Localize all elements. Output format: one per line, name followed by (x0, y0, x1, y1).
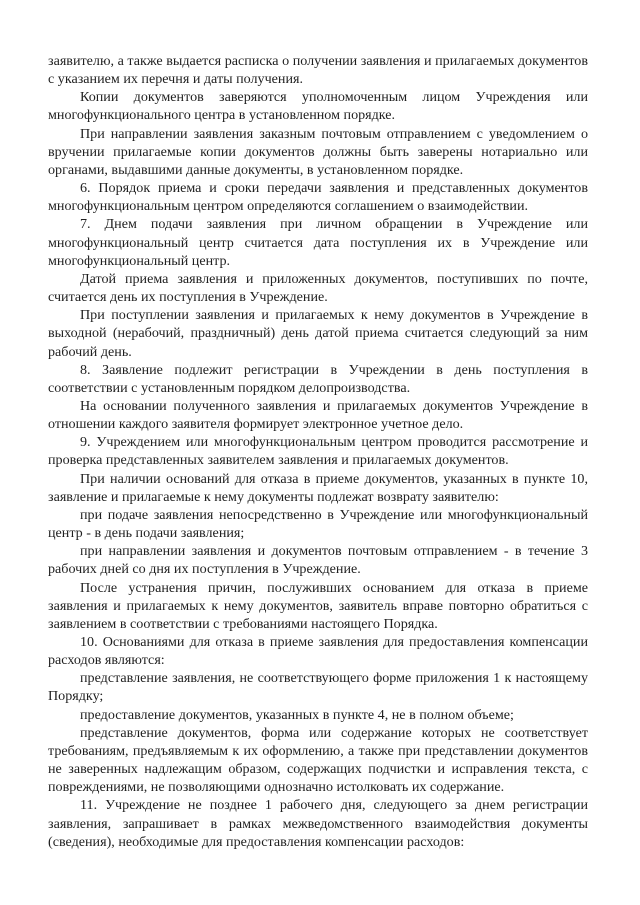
paragraph-refusal-incomplete: предоставление документов, указанных в пункте 4, не в полном объеме; (80, 706, 514, 723)
paragraph-refusal-return: При наличии оснований для отказа в приеме документов, указанных в пункте 10, заявление и прилагаемые к нему документы подлежат возврату заявителю: (48, 470, 588, 505)
paragraph-mail-date: Датой приема заявления и приложенных документов, поступивших по почте, считается день их поступления в Учреждение. (48, 270, 588, 306)
paragraph-copies-certification: Копии документов заверяются уполномоченным лицом Учреждения или многофункционального центра в установленном порядке. (48, 89, 588, 124)
document-page (48, 52, 588, 851)
paragraph-direct-submission: при подаче заявления непосредственно в Учреждение или многофункциональный центр - в день подачи заявления; (48, 506, 588, 542)
paragraph-refusal-form: представление заявления, не соответствующего форме приложения 1 к настоящему Порядку; (48, 670, 588, 705)
paragraph-item-6: 6. Порядок приема и сроки передачи заявления и представленных документов многофункциональным центром определяются соглашением о взаимодействии. (48, 180, 588, 215)
paragraph-item-9: 9. Учреждением или многофункциональным центром проводится рассмотрение и проверка представленных заявителем заявления и прилагаемых документов. (48, 434, 588, 469)
paragraph-item-11: 11. Учреждение не позднее 1 рабочего дня, следующего за днем регистрации заявления, запрашивает в рамках межведомственного взаимодействия документы (сведения), необходимые для предоставления компенсации расходов: (48, 797, 588, 850)
paragraph-mail-submission: При направлении заявления заказным почтовым отправлением с уведомлением о вручении прилагаемые копии документов должны быть заверены нотариально или органами, выдавшими данные документы, в установленном порядке. (48, 125, 588, 178)
paragraph-receipt-continuation: заявителю, а также выдается расписка о получении заявления и прилагаемых документов с указанием их перечня и даты получения. (48, 53, 588, 88)
paragraph-item-7: 7. Днем подачи заявления при личном обращении в Учреждение или многофункциональный центр считается дата поступления их в Учреждение или многофункциональный центр. (48, 216, 588, 269)
paragraph-holiday-date: При поступлении заявления и прилагаемых к нему документов в Учреждение в выходной (нерабочий, праздничный) день датой приема считается следующий за ним рабочий день. (48, 307, 588, 360)
paragraph-electronic-file: На основании полученного заявления и прилагаемых документов Учреждение в отношении каждого заявителя формирует электронное учетное дело. (48, 397, 588, 433)
paragraph-resubmission: После устранения причин, послуживших основанием для отказа в приеме заявления и прилагаемых к нему документов, заявитель вправе повторно обратиться с заявлением в соответствии с требованиями настоящего Порядка. (48, 579, 588, 632)
paragraph-item-10: 10. Основаниями для отказа в приеме заявления для предоставления компенсации расходов являются: (48, 634, 588, 669)
paragraph-postal-submission: при направлении заявления и документов почтовым отправлением - в течение 3 рабочих дней со дня их поступления в Учреждение. (48, 543, 588, 578)
paragraph-refusal-invalid-docs: представление документов, форма или содержание которых не соответствует требованиям, предъявляемым к их оформлению, а также при представлении документов не заверенных надлежащим образом, содержащих подчистки и исправления текста, с повреждениями, не позволяющими однозначно истолковать их содержание. (48, 724, 588, 796)
paragraph-item-8: 8. Заявление подлежит регистрации в Учреждении в день поступления в соответствии с установленным порядком делопроизводства. (48, 361, 588, 396)
